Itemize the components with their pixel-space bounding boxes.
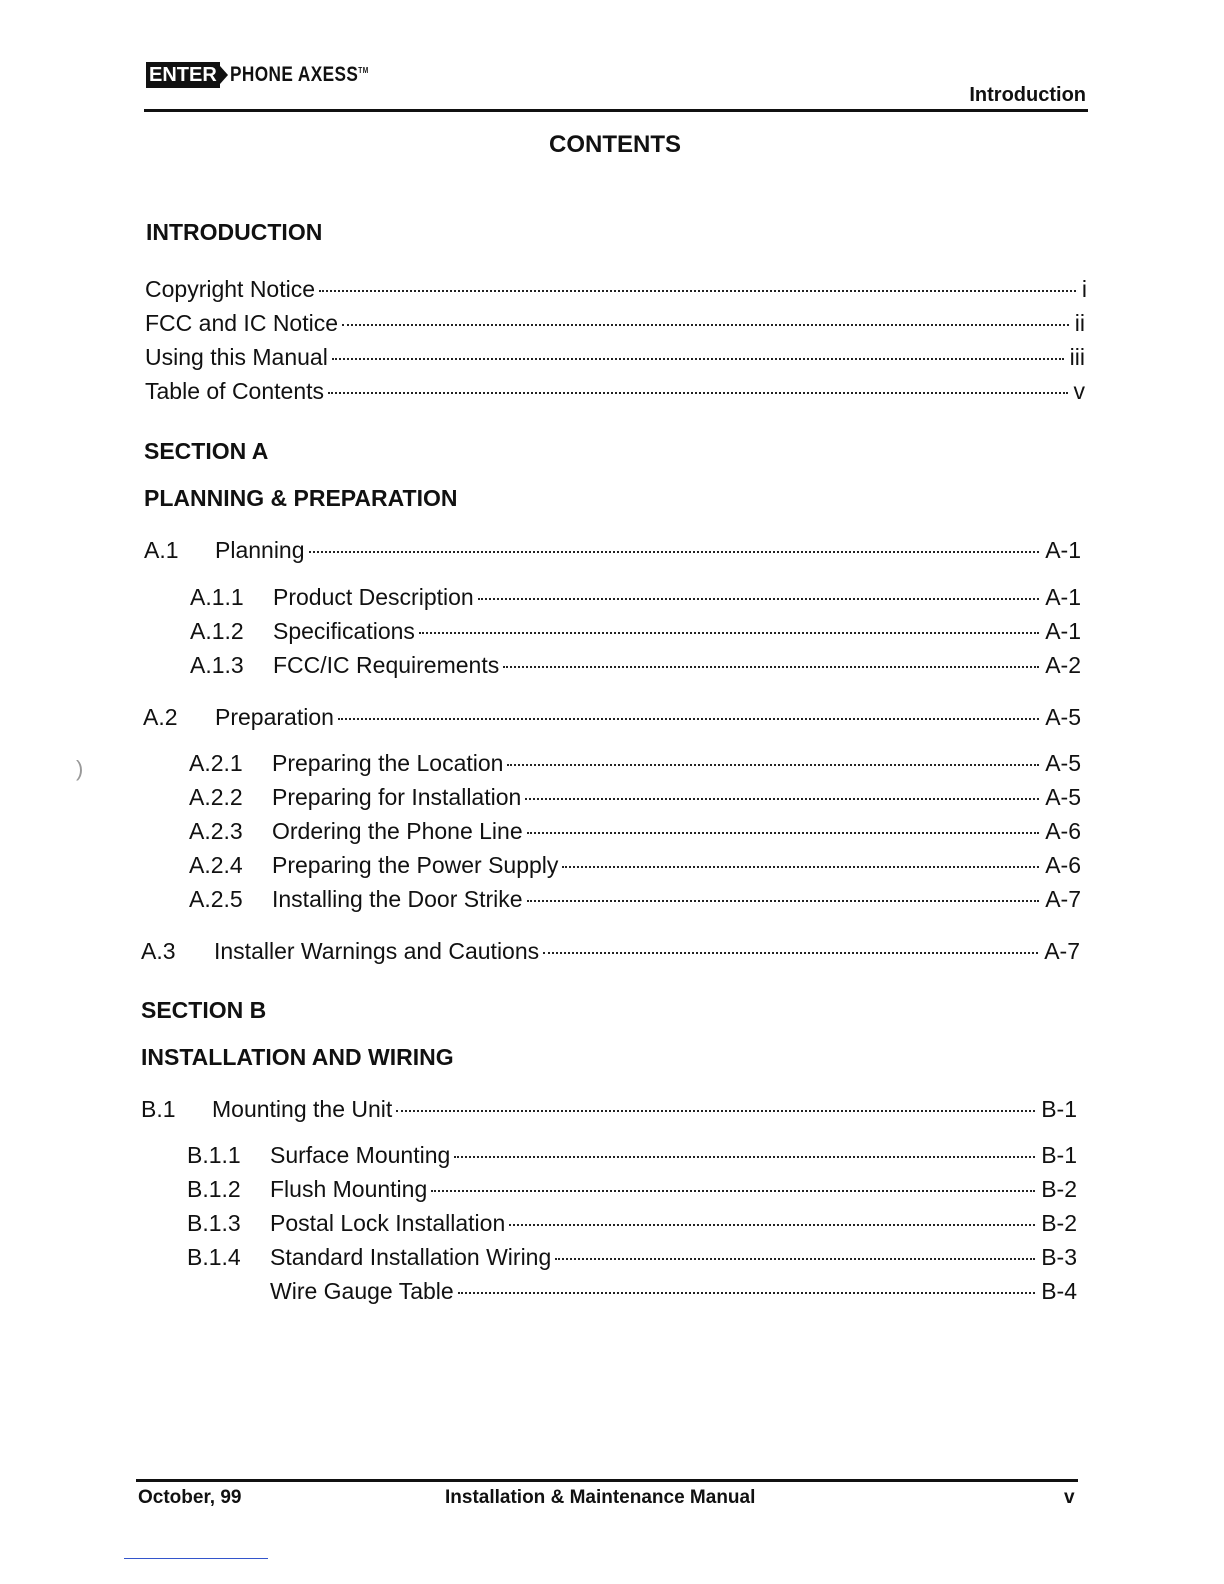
dot-leader [458, 1291, 1036, 1294]
toc-entry-page: A-1 [1045, 537, 1081, 563]
toc-entry-page: B-2 [1041, 1176, 1077, 1202]
dot-leader [555, 1257, 1035, 1260]
toc-entry[interactable] [145, 344, 1085, 374]
toc-entry-number: A.1 [144, 537, 179, 563]
toc-entry-label: Specifications [273, 618, 415, 644]
toc-entry[interactable] [141, 938, 1080, 968]
dot-leader [562, 865, 1039, 868]
toc-entry[interactable] [187, 1210, 1077, 1240]
toc-entry-page: v [1073, 378, 1085, 404]
toc-entry-label: FCC and IC Notice [145, 310, 339, 336]
dot-leader [338, 717, 1039, 720]
toc-entry[interactable] [189, 886, 1081, 916]
toc-entry-label: Postal Lock Installation [270, 1210, 506, 1236]
section-b-heading: SECTION B [141, 997, 267, 1023]
toc-entry-number: A.2.1 [189, 750, 243, 776]
toc-entry[interactable] [190, 652, 1081, 682]
toc-entry-label: Copyright Notice [145, 276, 316, 302]
toc-entry-page: A-1 [1045, 618, 1081, 644]
toc-entry-page: A-5 [1045, 784, 1081, 810]
toc-entry-label: Preparing the Location [272, 750, 504, 776]
toc-entry-number: A.2.5 [189, 886, 243, 912]
toc-entry-page: A-2 [1045, 652, 1081, 678]
toc-entry[interactable] [187, 1244, 1077, 1274]
toc-entry[interactable] [187, 1142, 1077, 1172]
toc-entry-label: Surface Mounting [270, 1142, 451, 1168]
toc-entry-label: Ordering the Phone Line [272, 818, 523, 844]
toc-entry-number: A.1.2 [190, 618, 244, 644]
dot-leader [419, 631, 1039, 634]
toc-entry-number: A.2.3 [189, 818, 243, 844]
header-section-title: Introduction [969, 84, 1086, 106]
intro-heading: INTRODUCTION [146, 219, 323, 245]
brand-logo [146, 60, 399, 90]
toc-entry-number: A.2.2 [189, 784, 243, 810]
logo-text [230, 63, 369, 87]
toc-entry-label: Table of Contents [145, 378, 325, 404]
toc-entry-page: A-5 [1045, 750, 1081, 776]
dot-leader [503, 665, 1039, 668]
toc-entry-label: Product Description [273, 584, 474, 610]
toc-entry-page: B-1 [1041, 1142, 1077, 1168]
dot-leader [342, 323, 1069, 326]
dot-leader [332, 357, 1064, 360]
toc-entry-number: B.1.2 [187, 1176, 241, 1202]
toc-entry-page: B-3 [1041, 1244, 1077, 1270]
toc-entry-label: Preparing for Installation [272, 784, 522, 810]
toc-entry-number: B.1.3 [187, 1210, 241, 1236]
toc-entry-number: B.1.1 [187, 1142, 241, 1168]
section-a-subheading: PLANNING & PREPARATION [144, 485, 458, 511]
toc-entry-page: A-5 [1045, 704, 1081, 730]
toc-entry[interactable] [190, 618, 1081, 648]
toc-entry[interactable] [187, 1278, 1077, 1308]
toc-entry-number: B.1 [141, 1096, 176, 1122]
toc-entry-page: B-2 [1041, 1210, 1077, 1236]
toc-entry-page: A-7 [1044, 938, 1080, 964]
toc-entry-label: Planning [215, 537, 305, 563]
toc-entry-page: iii [1069, 344, 1085, 370]
dot-leader [527, 899, 1040, 902]
toc-entry-label: Flush Mounting [270, 1176, 428, 1202]
logo-trademark: TM [358, 66, 369, 75]
toc-entry-page: i [1081, 276, 1087, 302]
toc-entry-label: Using this Manual [145, 344, 328, 370]
toc-entry[interactable] [145, 310, 1085, 340]
footer-manual-title: Installation & Maintenance Manual [445, 1487, 756, 1508]
section-b-subheading: INSTALLATION AND WIRING [141, 1044, 454, 1070]
toc-entry-number: A.1.3 [190, 652, 244, 678]
toc-entry-number: A.2 [143, 704, 178, 730]
toc-entry-page: A-6 [1045, 852, 1081, 878]
dot-leader [319, 289, 1076, 292]
dot-leader [396, 1109, 1035, 1112]
header-rule [144, 109, 1088, 112]
page-title: CONTENTS [549, 131, 681, 158]
dot-leader [525, 797, 1039, 800]
logo-arrow-icon [220, 66, 228, 84]
toc-entry-number: B.1.4 [187, 1244, 241, 1270]
footer-page-number: v [1064, 1487, 1075, 1508]
footer-rule [136, 1479, 1078, 1482]
toc-entry-label: Installer Warnings and Cautions [214, 938, 540, 964]
toc-entry[interactable] [190, 584, 1081, 614]
scan-artifact-mark: ) [76, 756, 84, 781]
toc-entry-number: A.2.4 [189, 852, 243, 878]
toc-entry[interactable] [145, 276, 1087, 306]
toc-entry-label: Standard Installation Wiring [270, 1244, 552, 1270]
toc-entry-page: B-1 [1041, 1096, 1077, 1122]
toc-entry[interactable] [189, 784, 1081, 814]
toc-entry-page: A-7 [1045, 886, 1081, 912]
toc-entry[interactable] [144, 537, 1081, 567]
toc-entry-page: ii [1074, 310, 1085, 336]
dot-leader [478, 597, 1040, 600]
dot-leader [309, 550, 1040, 553]
dot-leader [507, 763, 1039, 766]
footer-date: October, 99 [138, 1487, 242, 1508]
logo-box: ENTER [146, 62, 220, 88]
toc-entry-label: Preparation [215, 704, 334, 730]
toc-entry[interactable] [145, 378, 1085, 408]
section-a-heading: SECTION A [144, 438, 269, 464]
scan-artifact-line [124, 1558, 268, 1559]
toc-entry[interactable] [143, 704, 1081, 734]
logo-name: PHONE AXESS [229, 63, 359, 86]
toc-entry[interactable] [141, 1096, 1077, 1126]
toc-entry-number: A.1.1 [190, 584, 244, 610]
dot-leader [543, 951, 1038, 954]
toc-entry[interactable] [187, 1176, 1077, 1206]
toc-entry-number: A.3 [141, 938, 176, 964]
toc-entry-label: FCC/IC Requirements [273, 652, 500, 678]
toc-entry-label: Mounting the Unit [212, 1096, 393, 1122]
toc-entry[interactable] [189, 852, 1081, 882]
dot-leader [328, 391, 1067, 394]
toc-entry-label: Preparing the Power Supply [272, 852, 559, 878]
toc-entry[interactable] [189, 818, 1081, 848]
toc-entry-page: A-6 [1045, 818, 1081, 844]
toc-entry[interactable] [189, 750, 1081, 780]
dot-leader [509, 1223, 1035, 1226]
dot-leader [431, 1189, 1035, 1192]
dot-leader [454, 1155, 1035, 1158]
toc-entry-page: A-1 [1045, 584, 1081, 610]
toc-entry-label: Installing the Door Strike [272, 886, 523, 912]
toc-entry-page: B-4 [1041, 1278, 1077, 1304]
dot-leader [527, 831, 1040, 834]
toc-entry-label: Wire Gauge Table [270, 1278, 454, 1304]
